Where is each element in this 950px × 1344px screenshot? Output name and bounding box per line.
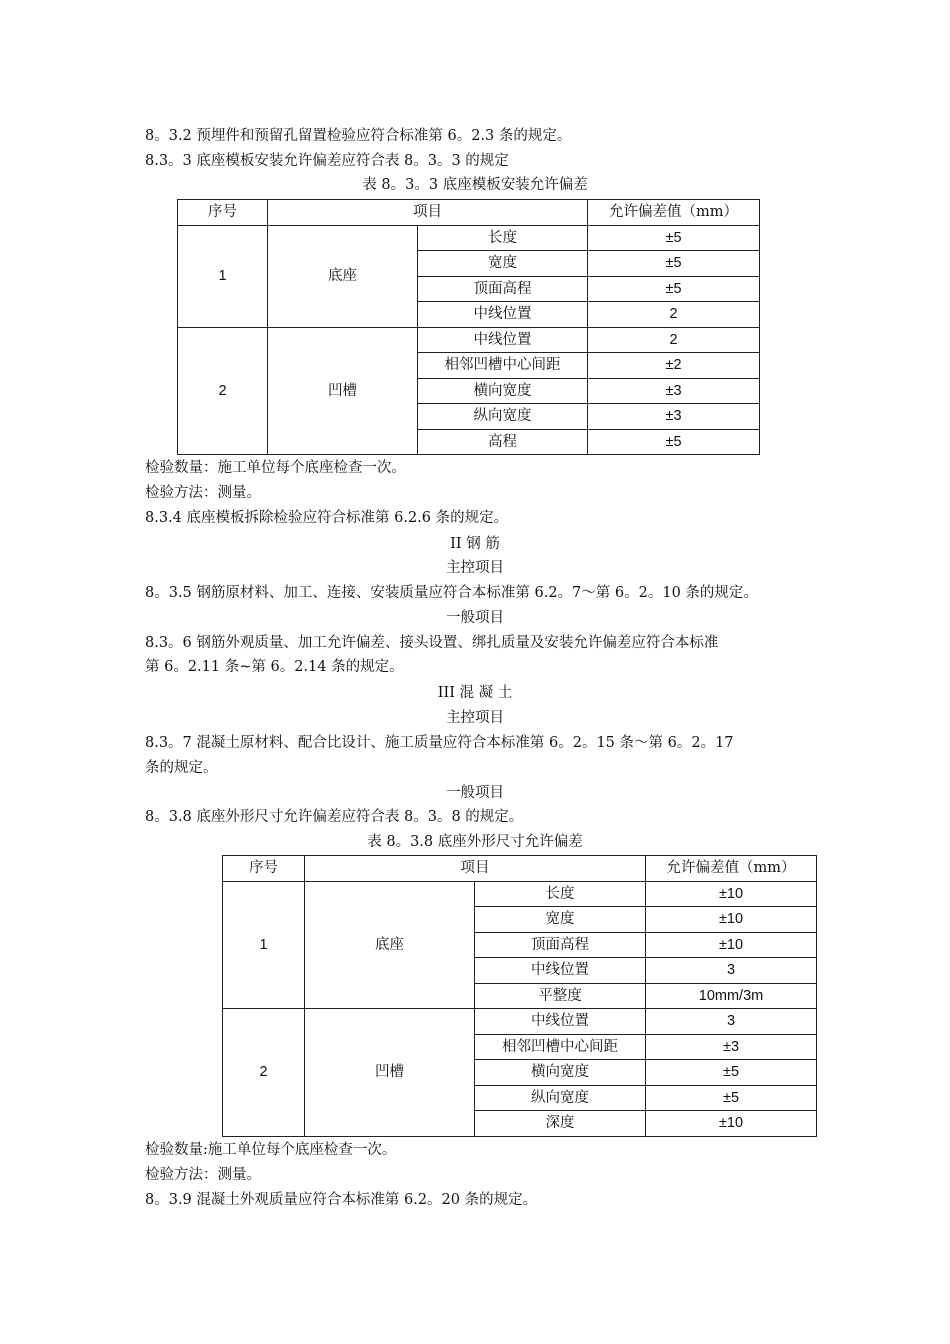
value-cell: ±10 <box>646 907 817 933</box>
group-name: 凹槽 <box>305 1009 475 1137</box>
subheading-main-items: 主控项目 <box>446 710 504 726</box>
item-cell: 纵向宽度 <box>475 1085 646 1111</box>
inspection-method-1: 检验方法：测量。 <box>145 485 261 501</box>
header-cell: 允许偏差值（mm） <box>646 856 817 882</box>
item-cell: 中线位置 <box>418 302 588 328</box>
group-name: 底座 <box>268 225 418 327</box>
item-cell: 平整度 <box>475 983 646 1009</box>
value-cell: ±10 <box>646 881 817 907</box>
value-cell: ±3 <box>646 1034 817 1060</box>
item-cell: 中线位置 <box>475 1009 646 1035</box>
table-8-3-8 <box>222 855 817 1137</box>
table-header-row <box>223 856 817 882</box>
table1-caption: 表 8。3。3 底座模板安装允许偏差 <box>362 177 588 193</box>
value-cell: 3 <box>646 958 817 984</box>
item-cell: 纵向宽度 <box>418 404 588 430</box>
value-cell: ±10 <box>646 932 817 958</box>
clause-8-3-6: 8.3。6 钢筋外观质量、加工允许偏差、接头设置、绑扎质量及安装允许偏差应符合本标准 <box>145 635 719 651</box>
table-row <box>178 327 760 353</box>
item-cell: 顶面高程 <box>418 276 588 302</box>
table-header-row <box>178 200 760 226</box>
item-cell: 深度 <box>475 1111 646 1137</box>
clause-8-3-7: 8.3。7 混凝土原材料、配合比设计、施工质量应符合本标准第 6。2。15 条～第 6。2。17 <box>145 735 734 751</box>
item-cell: 相邻凹槽中心间距 <box>475 1034 646 1060</box>
clause-8-3-2: 8。3.2 预埋件和预留孔留置检验应符合标准第 6。2.3 条的规定。 <box>145 128 572 144</box>
group-number: 2 <box>178 327 268 455</box>
value-cell: ±5 <box>588 251 760 277</box>
item-cell: 宽度 <box>475 907 646 933</box>
header-cell: 项目 <box>268 200 588 226</box>
inspection-quantity-2: 检验数量:施工单位每个底座检查一次。 <box>145 1142 397 1158</box>
item-cell: 中线位置 <box>418 327 588 353</box>
header-cell: 项目 <box>305 856 646 882</box>
value-cell: 10mm/3m <box>646 983 817 1009</box>
inspection-method-2: 检验方法：测量。 <box>145 1167 261 1183</box>
item-cell: 横向宽度 <box>475 1060 646 1086</box>
table-row <box>223 881 817 907</box>
clause-8-3-3: 8.3。3 底座模板安装允许偏差应符合表 8。3。3 的规定 <box>145 153 509 169</box>
value-cell: 2 <box>588 327 760 353</box>
value-cell: ±5 <box>588 429 760 455</box>
group-name: 凹槽 <box>268 327 418 455</box>
value-cell: ±5 <box>646 1060 817 1086</box>
group-name: 底座 <box>305 881 475 1009</box>
item-cell: 相邻凹槽中心间距 <box>418 353 588 379</box>
clause-8-3-5: 8。3.5 钢筋原材料、加工、连接、安装质量应符合本标准第 6.2。7～第 6。2。10 条的规定。 <box>145 585 758 601</box>
value-cell: ±5 <box>588 276 760 302</box>
group-number: 2 <box>223 1009 305 1137</box>
item-cell: 顶面高程 <box>475 932 646 958</box>
value-cell: ±5 <box>588 225 760 251</box>
inspection-quantity-1: 检验数量：施工单位每个底座检查一次。 <box>145 460 406 476</box>
clause-8-3-9: 8。3.9 混凝土外观质量应符合本标准第 6.2。20 条的规定。 <box>145 1192 538 1208</box>
header-cell: 序号 <box>223 856 305 882</box>
value-cell: ±3 <box>588 378 760 404</box>
table-row <box>178 225 760 251</box>
table-row <box>223 1009 817 1035</box>
value-cell: ±3 <box>588 404 760 430</box>
item-cell: 高程 <box>418 429 588 455</box>
group-number: 1 <box>223 881 305 1009</box>
subheading-general-items: 一般项目 <box>446 785 504 801</box>
subheading-main-items: 主控项目 <box>446 560 504 576</box>
subheading-general-items: 一般项目 <box>446 610 504 626</box>
value-cell: ±2 <box>588 353 760 379</box>
clause-8-3-4: 8.3.4 底座模板拆除检验应符合标准第 6.2.6 条的规定。 <box>145 510 509 526</box>
item-cell: 横向宽度 <box>418 378 588 404</box>
section-heading-concrete: III 混 凝 土 <box>437 685 513 701</box>
item-cell: 宽度 <box>418 251 588 277</box>
clause-8-3-8: 8。3.8 底座外形尺寸允许偏差应符合表 8。3。8 的规定。 <box>145 809 524 825</box>
item-cell: 中线位置 <box>475 958 646 984</box>
clause-8-3-7-cont: 条的规定。 <box>145 760 218 776</box>
header-cell: 序号 <box>178 200 268 226</box>
table2-caption: 表 8。3.8 底座外形尺寸允许偏差 <box>367 834 583 850</box>
value-cell: ±5 <box>646 1085 817 1111</box>
value-cell: ±10 <box>646 1111 817 1137</box>
value-cell: 3 <box>646 1009 817 1035</box>
item-cell: 长度 <box>475 881 646 907</box>
table-8-3-3 <box>177 199 760 455</box>
clause-8-3-6-cont: 第 6。2.11 条~第 6。2.14 条的规定。 <box>145 659 404 675</box>
value-cell: 2 <box>588 302 760 328</box>
group-number: 1 <box>178 225 268 327</box>
item-cell: 长度 <box>418 225 588 251</box>
header-cell: 允许偏差值（mm） <box>588 200 760 226</box>
section-heading-rebar: II 钢 筋 <box>450 536 500 552</box>
